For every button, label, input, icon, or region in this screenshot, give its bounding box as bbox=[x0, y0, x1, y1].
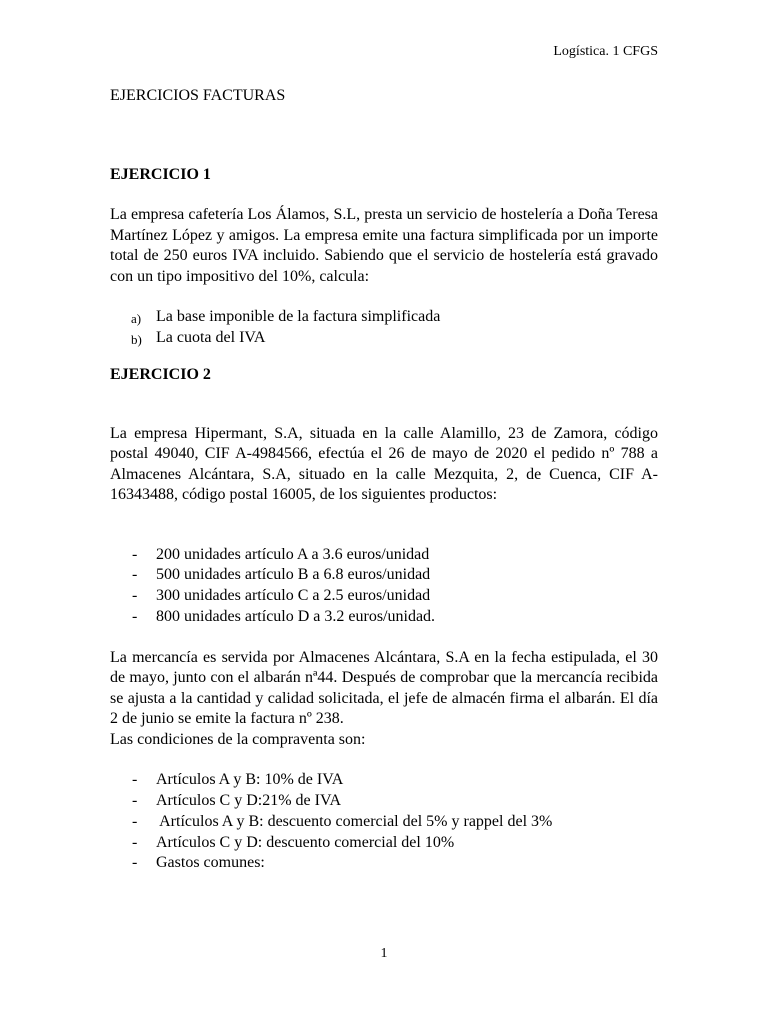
spacer bbox=[110, 506, 658, 545]
document-title: EJERCICIOS FACTURAS bbox=[110, 87, 286, 104]
list-item bbox=[110, 607, 658, 628]
page-header: Logística. 1 CFGS bbox=[553, 44, 658, 59]
exercise-1-heading: EJERCICIO 1 bbox=[110, 165, 211, 183]
list-marker: - bbox=[132, 545, 138, 563]
list-item-text: Gastos comunes: bbox=[156, 854, 265, 872]
list-marker: - bbox=[132, 607, 138, 625]
list-marker: - bbox=[132, 791, 138, 809]
spacer bbox=[110, 386, 658, 424]
list-item-text: La cuota del IVA bbox=[156, 328, 266, 346]
page-number: 1 bbox=[380, 946, 388, 961]
list-marker: - bbox=[132, 833, 138, 851]
spacer bbox=[110, 185, 658, 205]
exercise-1-question-list bbox=[110, 307, 658, 348]
spacer bbox=[110, 750, 658, 770]
spacer bbox=[110, 628, 658, 648]
list-item-text: 500 unidades artículo B a 6.8 euros/unidad bbox=[156, 566, 431, 584]
list-item bbox=[110, 833, 658, 854]
list-item-text: 200 unidades artículo A a 3.6 euros/unidad bbox=[156, 545, 430, 563]
list-marker: - bbox=[132, 587, 138, 605]
list-item bbox=[110, 853, 658, 874]
list-item bbox=[110, 328, 658, 349]
exercise-1-paragraph: La empresa cafetería Los Álamos, S.L, presta un servicio de hostelería a Doña Teresa Martínez López y amigos. La empresa emite una factura simplificada por un importe total de 250 euros IVA incluido. Sabiendo que el servicio de hostelería está gravado con un tipo impositivo del 10%, calcula: bbox=[110, 206, 658, 285]
spacer bbox=[110, 287, 658, 307]
list-item bbox=[110, 565, 658, 586]
spacer bbox=[110, 107, 658, 165]
list-item bbox=[110, 586, 658, 607]
list-marker: - bbox=[132, 771, 138, 789]
list-item bbox=[110, 545, 658, 566]
list-item-text: Artículos A y B: descuento comercial del 5% y rappel del 3% bbox=[156, 812, 553, 830]
list-marker: - bbox=[132, 566, 138, 584]
list-item-text: La base imponible de la factura simplificada bbox=[156, 308, 441, 325]
document-body bbox=[110, 86, 658, 874]
list-marker: a) bbox=[131, 311, 142, 326]
exercise-2-paragraph-3: Las condiciones de la compraventa son: bbox=[110, 730, 366, 748]
list-marker: b) bbox=[131, 331, 142, 347]
exercise-2-product-list bbox=[110, 545, 658, 628]
list-item bbox=[110, 791, 658, 812]
list-item-text: Artículos A y B: 10% de IVA bbox=[156, 771, 344, 789]
list-item-text: Artículos C y D: descuento comercial del 10% bbox=[156, 833, 455, 851]
exercise-2-heading: EJERCICIO 2 bbox=[110, 366, 211, 383]
list-item bbox=[110, 812, 658, 833]
list-item-text: Artículos C y D:21% de IVA bbox=[156, 791, 342, 809]
list-item bbox=[110, 770, 658, 791]
list-item bbox=[110, 307, 658, 328]
list-item-text: 300 unidades artículo C a 2.5 euros/unidad bbox=[156, 587, 431, 605]
exercise-2-paragraph-1: La empresa Hipermant, S.A, situada en la calle Alamillo, 23 de Zamora, código postal 49040, CIF A-4984566, efectúa el 26 de mayo de 2020 el pedido nº 788 a Almacenes Alcántara, S.A, situado en la calle Mezquita, 2, de Cuenca, CIF A-16343488, código postal 16005, de los siguientes productos: bbox=[110, 424, 658, 503]
list-marker: - bbox=[132, 812, 138, 830]
spacer bbox=[110, 348, 658, 365]
exercise-2-paragraph-2: La mercancía es servida por Almacenes Alcántara, S.A en la fecha estipulada, el 30 de mayo, junto con el albarán nª44. Después de comprobar que la mercancía recibida se ajusta a la cantidad y calidad solicitada, el jefe de almacén firma el albarán. El día 2 de junio se emite la factura nº 238. bbox=[110, 648, 658, 728]
exercise-2-conditions-list bbox=[110, 770, 658, 874]
list-marker: - bbox=[132, 854, 138, 872]
list-item-text: 800 unidades artículo D a 3.2 euros/unidad. bbox=[156, 607, 436, 625]
